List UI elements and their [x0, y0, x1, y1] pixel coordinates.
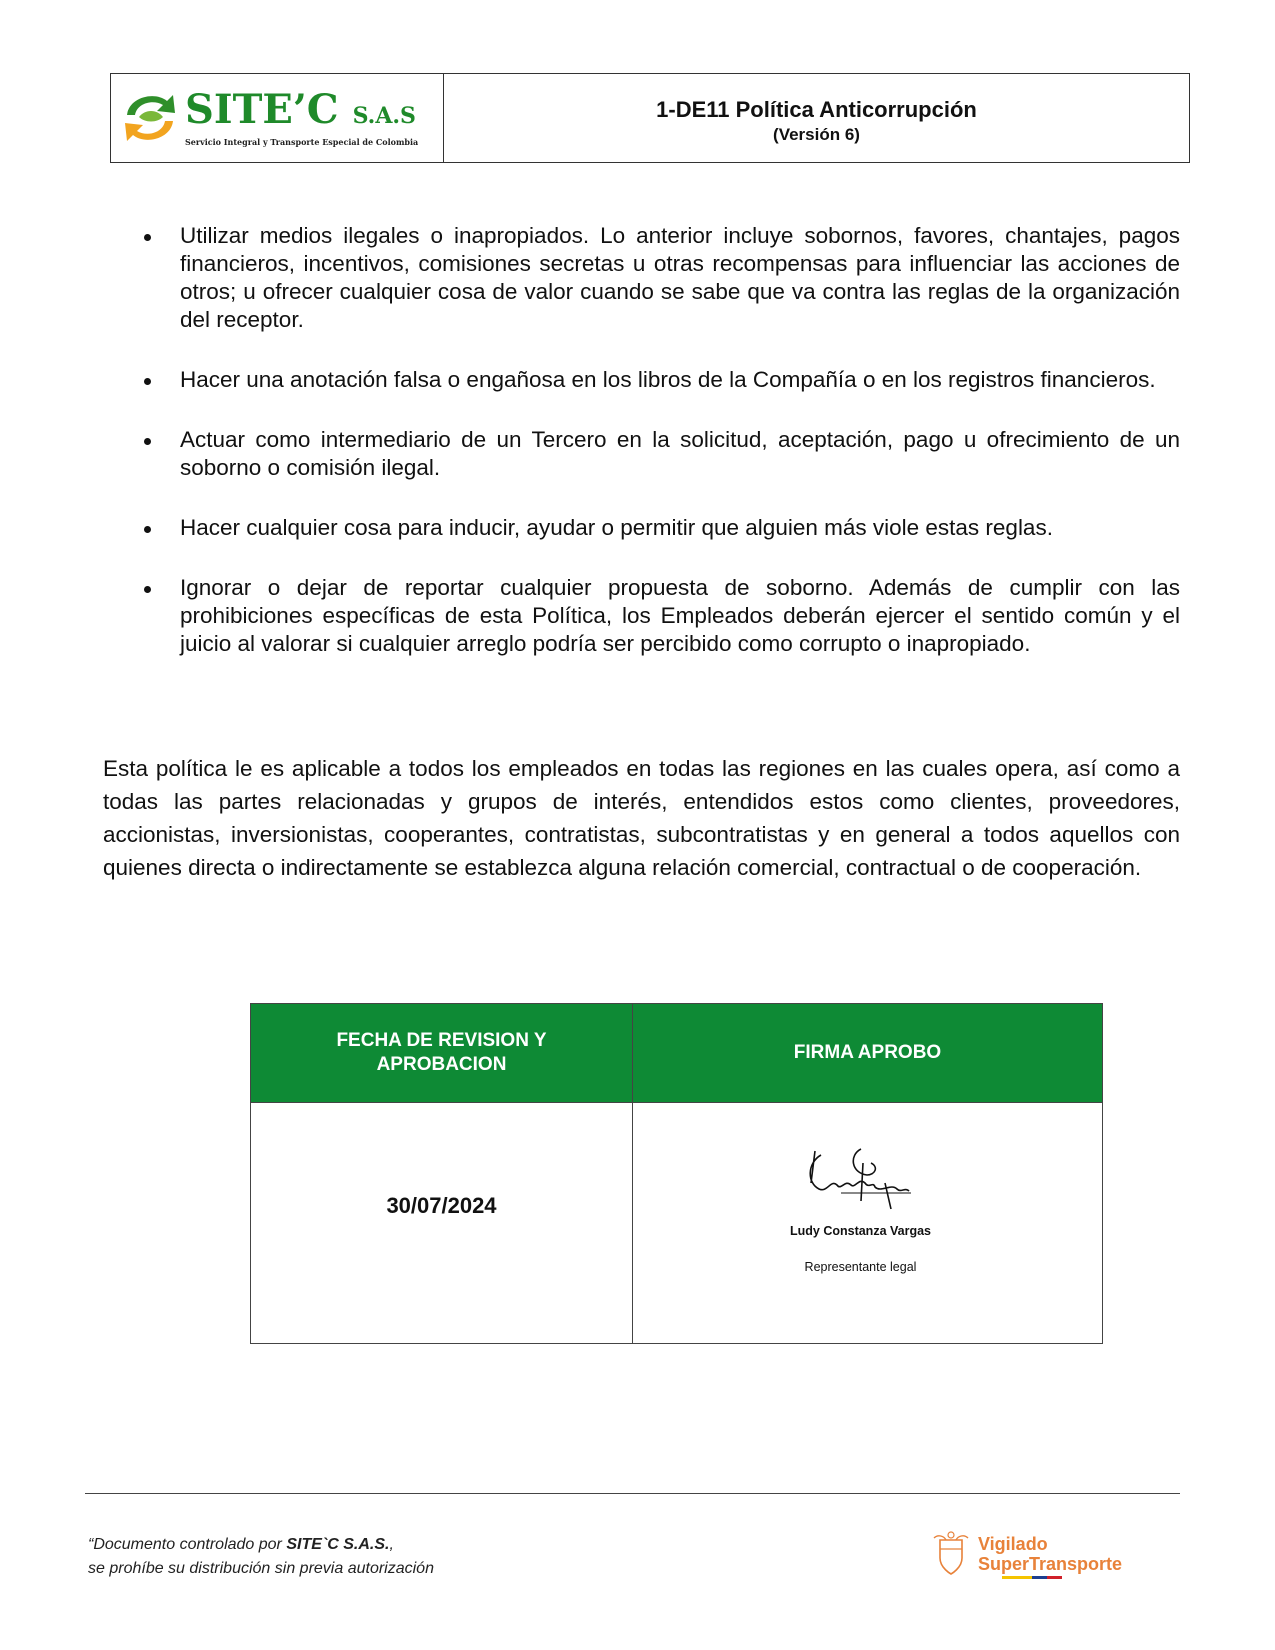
footer-company: SITE`C S.A.S.: [286, 1536, 390, 1553]
logo-suffix: S.A.S: [352, 102, 416, 129]
signature-cell: [633, 1103, 1103, 1344]
logo-cell: [111, 74, 444, 162]
list-item: Actuar como intermediario de un Tercero en la solicitud, aceptación, pago u ofrecimiento de un soborno o comisión ilegal.: [140, 426, 1180, 482]
document-title: 1-DE11 Política Anticorrupción: [656, 97, 977, 122]
prohibitions-list: [140, 222, 1180, 690]
signer-name: Ludy Constanza Vargas: [789, 1223, 931, 1238]
title-cell: [444, 74, 1189, 162]
approval-date: 30/07/2024: [386, 1193, 497, 1218]
approval-table: [250, 1003, 1103, 1344]
document-header: [110, 73, 1190, 163]
footer-divider: [85, 1493, 1180, 1494]
signature-column-header: FIRMA APROBO: [633, 1004, 1103, 1103]
list-item: Utilizar medios ilegales o inapropiados. Lo anterior incluye sobornos, favores, chantajes, pagos financieros, incentivos, comisiones secretas u otras recompensas para influenciar las acciones de otros; u ofrecer cualquier cosa de valor cuando se sabe que va contra las reglas de la organización del receptor.: [140, 222, 1180, 334]
footer-note: “Documento controlado por SITE`C S.A.S., se prohíbe su distribución sin previa autorización: [88, 1533, 434, 1581]
date-column-header: FECHA DE REVISION Y APROBACION: [251, 1004, 633, 1103]
document-version: (Versión 6): [773, 125, 860, 144]
footer-note-line2: se prohíbe su distribución sin previa autorización: [88, 1560, 434, 1577]
signature-image: [801, 1143, 921, 1213]
signer-role: Representante legal: [804, 1259, 917, 1274]
flag-stripe: [1002, 1576, 1062, 1579]
logo-tagline: Servicio Integral y Transporte Especial de Colombia: [185, 136, 419, 147]
vigilado-label: Vigilado: [978, 1534, 1048, 1554]
supertransporte-label: SuperTransporte: [978, 1554, 1123, 1574]
colombia-coat-of-arms-icon: [930, 1530, 972, 1578]
sitec-logo-icon: [119, 87, 181, 149]
list-item: Ignorar o dejar de reportar cualquier propuesta de soborno. Además de cumplir con las prohibiciones específicas de esta Política, los Empleados deberán ejercer el sentido común y el juicio al valorar si cualquier arreglo podría ser percibido como corrupto o inapropiado.: [140, 574, 1180, 658]
approval-date-cell: [251, 1103, 633, 1344]
list-item: Hacer cualquier cosa para inducir, ayudar o permitir que alguien más viole estas reglas.: [140, 514, 1180, 542]
logo-name: SITE’C S.A.S: [185, 85, 416, 133]
scope-paragraph: Esta política le es aplicable a todos los empleados en todas las regiones en las cuales opera, así como a todas las partes relacionadas y grupos de interés, entendidos estos como clientes, proveedores, accionistas, inversionistas, cooperantes, contratistas, subcontratistas y en general a todos aquellos con quienes directa o indirectamente se establezca alguna relación comercial, contractual o de cooperación.: [103, 756, 1180, 880]
list-item: Hacer una anotación falsa o engañosa en los libros de la Compañía o en los registros financieros.: [140, 366, 1180, 394]
vigilado-supertransporte: [930, 1530, 1122, 1578]
